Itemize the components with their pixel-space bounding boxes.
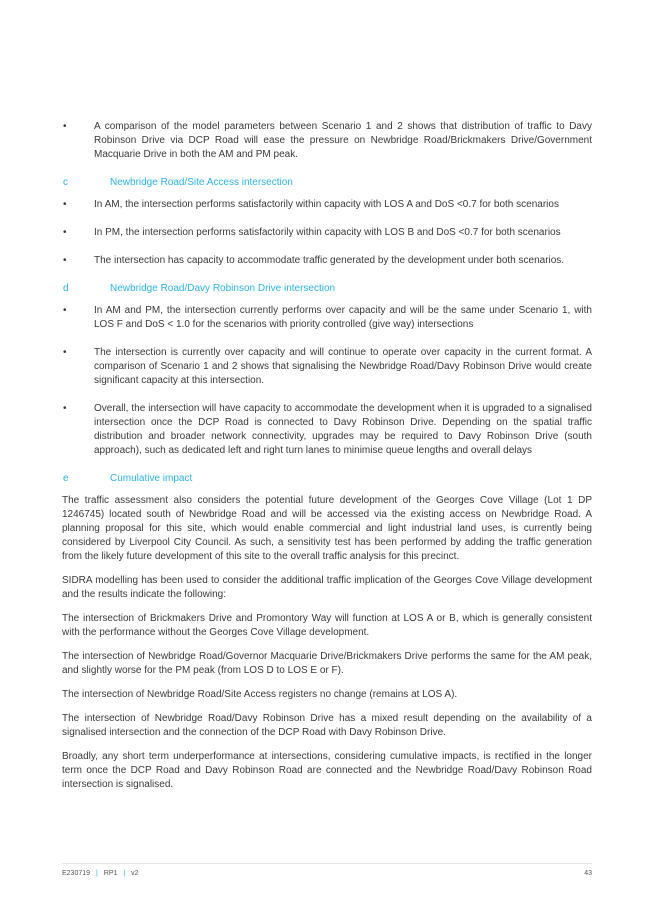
bullet-marker: • <box>63 255 67 266</box>
bullet-marker: • <box>63 199 67 210</box>
page-body <box>62 120 592 802</box>
list-item <box>62 120 592 162</box>
list-item <box>62 254 592 268</box>
bullet-marker: • <box>63 305 67 316</box>
bullet-marker: • <box>63 403 67 414</box>
bullet-text: A comparison of the model parameters between Scenario 1 and 2 shows that distribution of traffic to Davy Robinson Drive via DCP Road will ease the pressure on Newbridge Road/Brickmakers Drive/Government Macquarie Drive in both the AM and PM peak. <box>94 121 592 160</box>
version: v2 <box>131 870 139 877</box>
section-letter: e <box>63 473 69 484</box>
list-item <box>62 198 592 212</box>
section-title: Newbridge Road/Davy Robinson Drive intersection <box>110 283 336 294</box>
bullet-text: In AM, the intersection performs satisfactorily within capacity with LOS A and DoS <0.7 for both scenarios <box>94 199 559 210</box>
section-title: Newbridge Road/Site Access intersection <box>110 177 293 188</box>
report-id: RP1 <box>103 870 118 877</box>
section-letter: c <box>63 177 68 188</box>
paragraph: The traffic assessment also considers the potential future development of the Georges Cove Village (Lot 1 DP 1246745) located south of Newbridge Road and will be accessed via the existing access on Newbridge Road. A planning proposal for this site, which would enable commercial and light industrial land uses, is currently being considered by Liverpool City Council. As such, a sensitivity test has been performed by adding the traffic generation from the likely future development of this site to the overall traffic analysis for this precinct. <box>62 495 592 562</box>
bullet-text: In AM and PM, the intersection currently performs over capacity and will be the same under Scenario 1, with LOS F and DoS < 1.0 for the scenarios with priority controlled (give way) intersections <box>94 305 592 330</box>
bullet-text: The intersection has capacity to accommodate traffic generated by the development under both scenarios. <box>94 255 565 266</box>
bullet-text: The intersection is currently over capacity and will continue to operate over capacity in the current format. A comparison of Scenario 1 and 2 shows that signalising the Newbridge Road/Davy Robinson Drive would create significant capacity at this intersection. <box>94 347 592 386</box>
paragraph: The intersection of Brickmakers Drive and Promontory Way will function at LOS A or B, which is generally consistent with the performance without the Georges Cove Village development. <box>62 613 592 638</box>
section-title: Cumulative impact <box>110 473 193 484</box>
list-item <box>62 304 592 332</box>
section-heading-c <box>62 176 592 190</box>
section-letter: d <box>63 283 69 294</box>
footer-reference <box>62 870 139 877</box>
bullet-text: Overall, the intersection will have capacity to accommodate the development when it is upgraded to a signalised intersection once the DCP Road is connected to Davy Robinson Drive. Depending on the spatial traffic distribution and broader network connectivity, upgrades may be required to Davy Robinson Drive (south approach), such as dedicated left and right turn lanes to minimise queue lengths and overall delays <box>94 403 592 456</box>
page-footer <box>62 863 592 877</box>
section-heading-e <box>62 472 592 486</box>
paragraph: The intersection of Newbridge Road/Governor Macquarie Drive/Brickmakers Drive performs the same for the AM peak, and slightly worse for the PM peak (from LOS D to LOS E or F). <box>62 651 592 676</box>
section-heading-d <box>62 282 592 296</box>
list-item <box>62 226 592 240</box>
bullet-marker: • <box>63 121 67 132</box>
page-number: 43 <box>584 870 592 877</box>
paragraph: The intersection of Newbridge Road/Site Access registers no change (remains at LOS A). <box>62 689 458 700</box>
bullet-text: In PM, the intersection performs satisfactorily within capacity with LOS B and DoS <0.7 for both scenarios <box>94 227 561 238</box>
paragraph: Broadly, any short term underperformance at intersections, considering cumulative impacts, is rectified in the longer term once the DCP Road and Davy Robinson Road are connected and the Newbridge Road/Davy Robinson Road intersection is signalised. <box>62 751 592 790</box>
paragraph: The intersection of Newbridge Road/Davy Robinson Drive has a mixed result depending on the availability of a signalised intersection and the connection of the DCP Road with Davy Robinson Drive. <box>62 713 592 738</box>
footer-separator: | <box>95 870 98 877</box>
footer-separator: | <box>123 870 126 877</box>
paragraph: SIDRA modelling has been used to consider the additional traffic implication of the Georges Cove Village development and the results indicate the following: <box>62 575 592 600</box>
list-item <box>62 346 592 388</box>
bullet-marker: • <box>63 227 67 238</box>
doc-id: E230719 <box>62 870 91 877</box>
list-item <box>62 402 592 458</box>
bullet-marker: • <box>63 347 67 358</box>
